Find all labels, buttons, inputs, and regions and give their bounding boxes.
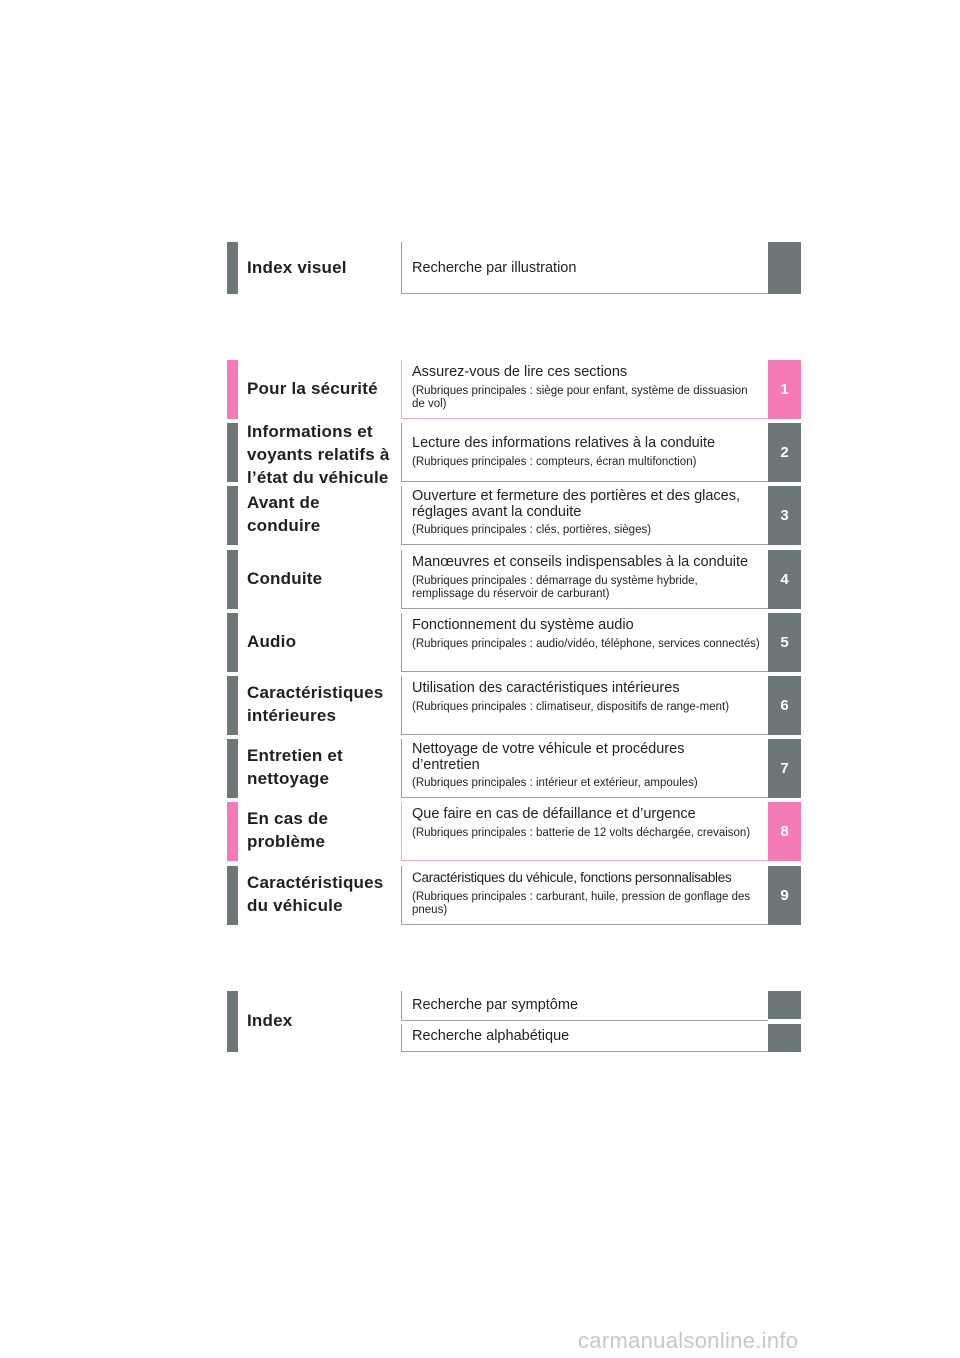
chapter-bar — [227, 550, 238, 609]
chapter-description-box — [401, 550, 768, 609]
chapter-sub-text: (Rubriques principales : audio/vidéo, téléphone, services connectés) — [412, 638, 760, 650]
chapter-row-8[interactable] — [227, 802, 801, 861]
index-symptom-link[interactable]: Recherche par symptôme — [412, 997, 579, 1013]
visual-index-row[interactable] — [227, 242, 801, 294]
chapter-title: En cas de problème — [247, 809, 329, 851]
chapter-tab-4[interactable]: 4 — [768, 550, 801, 609]
chapter-main-text: Manœuvres et conseils indispensables à la conduite — [412, 554, 749, 570]
chapter-sub-text: (Rubriques principales : clés, portières, sièges) — [412, 524, 652, 536]
index-alphabetical-tab[interactable] — [768, 1024, 801, 1052]
visual-index-title: Index visuel — [247, 258, 347, 277]
chapter-sub-text: (Rubriques principales : climatiseur, dispositifs de range-ment) — [412, 701, 730, 713]
chapter-description-box — [401, 739, 768, 798]
chapter-main-text: Nettoyage de votre véhicule et procédures d’entretien — [412, 741, 685, 773]
chapter-main-text: Assurez-vous de lire ces sections — [412, 364, 628, 380]
visual-index-tab[interactable] — [768, 242, 801, 294]
chapter-row-3[interactable] — [227, 486, 801, 545]
chapter-tab-5[interactable]: 5 — [768, 613, 801, 672]
chapter-title: Entretien et nettoyage — [247, 746, 343, 788]
chapter-description-box — [401, 866, 768, 925]
chapter-title: Caractéristiques du véhicule — [247, 873, 384, 915]
chapter-sub-text: (Rubriques principales : compteurs, écran multifonction) — [412, 456, 697, 468]
chapter-tab-6[interactable]: 6 — [768, 676, 801, 735]
chapter-tab-7[interactable]: 7 — [768, 739, 801, 798]
index-row — [227, 991, 801, 1052]
index-title: Index — [247, 1011, 293, 1030]
chapter-main-text: Caractéristiques du véhicule, fonctions personnalisables — [412, 870, 732, 885]
index-alphabetical-link[interactable]: Recherche alphabétique — [412, 1028, 570, 1044]
chapter-description-box — [401, 802, 768, 861]
chapter-description-box — [401, 486, 768, 545]
chapter-row-6[interactable] — [227, 676, 801, 735]
index-symptom-tab[interactable] — [768, 991, 801, 1019]
chapter-sub-text: (Rubriques principales : intérieur et extérieur, ampoules) — [412, 777, 698, 789]
chapter-bar — [227, 423, 238, 482]
chapter-bar — [227, 360, 238, 419]
chapter-sub-text: (Rubriques principales : siège pour enfant, système de dissuasion de vol) — [412, 385, 748, 410]
chapter-bar — [227, 739, 238, 798]
chapter-tab-1[interactable]: 1 — [768, 360, 801, 419]
chapter-row-7[interactable] — [227, 739, 801, 798]
chapter-title: Conduite — [247, 569, 323, 588]
chapter-title: Pour la sécurité — [247, 379, 378, 398]
chapter-tab-2[interactable]: 2 — [768, 423, 801, 482]
chapter-bar — [227, 676, 238, 735]
chapter-bar — [227, 486, 238, 545]
chapter-sub-text: (Rubriques principales : démarrage du système hybride, remplissage du réservoir de carburant) — [412, 575, 698, 600]
section-bar — [227, 242, 238, 294]
chapter-title: Avant de conduire — [247, 493, 321, 535]
chapter-bar — [227, 613, 238, 672]
chapter-description-box — [401, 423, 768, 482]
watermark-logo: carmanualsonline.info — [578, 1328, 799, 1353]
chapter-row-2[interactable] — [227, 422, 801, 487]
chapter-row-5[interactable] — [227, 613, 801, 672]
chapter-tab-8[interactable]: 8 — [768, 802, 801, 861]
chapter-bar — [227, 866, 238, 925]
chapter-title: Caractéristiques intérieures — [247, 683, 384, 725]
chapter-row-4[interactable] — [227, 550, 801, 609]
chapter-tab-3[interactable]: 3 — [768, 486, 801, 545]
chapter-description-box — [401, 360, 768, 419]
chapter-main-text: Que faire en cas de défaillance et d’urgence — [412, 806, 696, 822]
chapter-row-9[interactable] — [227, 866, 801, 925]
index-symptom-box[interactable] — [401, 991, 768, 1021]
chapter-main-text: Lecture des informations relatives à la conduite — [412, 435, 716, 451]
chapter-main-text: Fonctionnement du système audio — [412, 617, 634, 633]
chapter-description-box — [401, 613, 768, 672]
chapter-row-1[interactable] — [227, 360, 801, 419]
chapter-sub-text: (Rubriques principales : batterie de 12 volts déchargée, crevaison) — [412, 827, 751, 839]
index-alphabetical-box[interactable] — [401, 1024, 768, 1052]
visual-index-description-box — [401, 242, 768, 294]
chapter-tab-9[interactable]: 9 — [768, 866, 801, 925]
chapter-bar — [227, 802, 238, 861]
visual-index-description: Recherche par illustration — [412, 260, 577, 276]
chapter-main-text: Ouverture et fermeture des portières et des glaces, réglages avant la conduite — [412, 488, 741, 520]
chapter-title: Informations et voyants relatifs à l’état du véhicule — [247, 422, 390, 487]
chapter-description-box — [401, 676, 768, 735]
chapter-main-text: Utilisation des caractéristiques intérieures — [412, 680, 680, 696]
index-bar — [227, 991, 238, 1052]
chapter-sub-text: (Rubriques principales : carburant, huile, pression de gonflage des pneus) — [412, 891, 751, 916]
chapter-title: Audio — [247, 632, 297, 651]
